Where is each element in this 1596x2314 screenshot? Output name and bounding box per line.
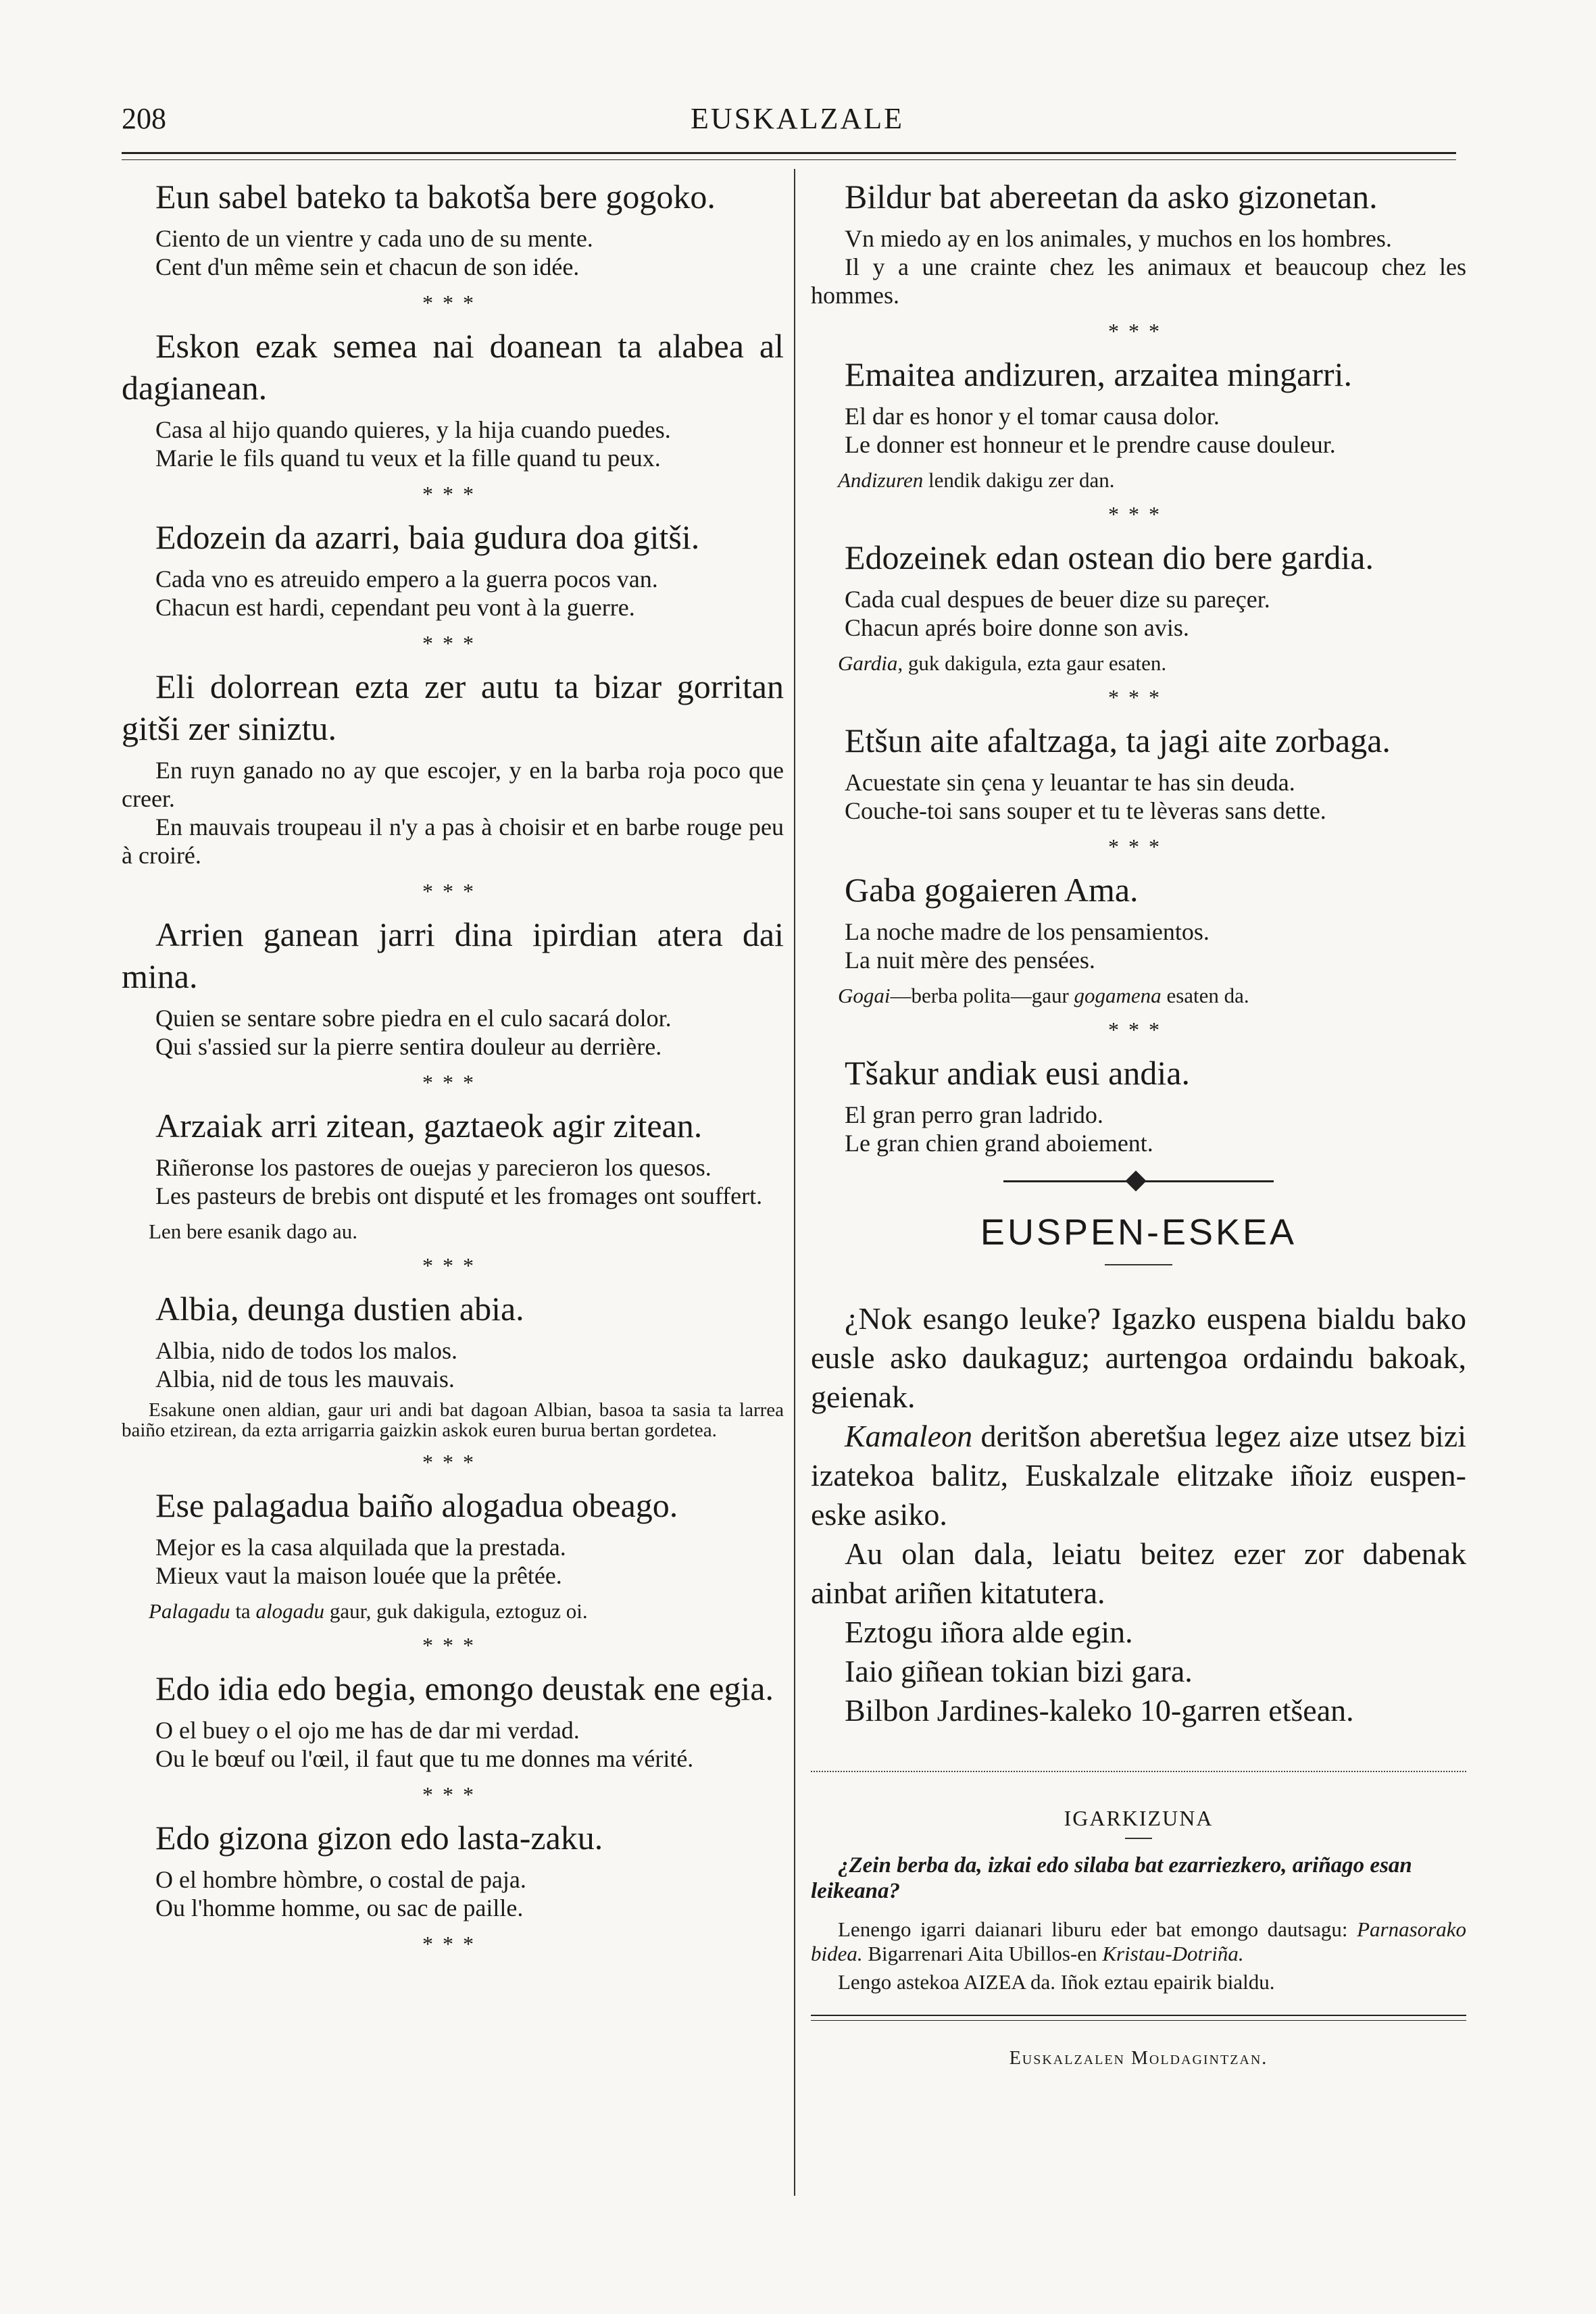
spanish-translation: Vn miedo ay en los animales, y muchos en los hombres. [845, 225, 1392, 252]
spanish-translation: O el hombre hòmbre, o costal de paja. [155, 1866, 526, 1893]
french-translation: Le gran chien grand aboiement. [845, 1130, 1153, 1157]
french-translation: Ou le bœuf ou l'œil, il faut que tu me donnes ma vérité. [155, 1745, 694, 1772]
spanish-translation: En ruyn ganado no ay que escojer, y en la barba roja poco que creer. [122, 757, 784, 812]
separator-stars: *** [422, 1633, 483, 1657]
column-divider [794, 169, 795, 2196]
note-term: Gogai [838, 984, 891, 1007]
separator-stars: *** [422, 1782, 483, 1807]
section-paragraph: Iaio giñean tokian bizi gara. [845, 1654, 1193, 1688]
section-paragraph: Au olan dala, leiatu beitez ezer zor dabenak ainbat ariñen kitatutera. [811, 1536, 1466, 1610]
proverb: Edozein da azarri, baia gudura doa gitši. [155, 518, 700, 556]
separator-stars: *** [422, 1070, 483, 1095]
ornament-rule [1003, 1171, 1274, 1191]
spanish-translation: Albia, nido de todos los malos. [155, 1337, 457, 1364]
header-rule [122, 152, 1456, 160]
title-rule [1125, 1838, 1152, 1839]
proverb: Tšakur andiak eusi andia. [845, 1054, 1190, 1092]
book-title: Kristau-Dotriña. [1102, 1942, 1244, 1965]
diamond-ornament-icon [1125, 1170, 1146, 1191]
spanish-translation: Ciento de un vientre y cada uno de su mente. [155, 225, 593, 252]
spanish-translation: El gran perro gran ladrido. [845, 1101, 1103, 1128]
proverb: Etšun aite afaltzaga, ta jagi aite zorbaga. [845, 722, 1391, 759]
basque-note: Andizuren lendik dakigu zer dan. [838, 468, 1115, 492]
left-column [122, 176, 784, 1966]
section-title: EUSPEN-ESKEA [980, 1212, 1297, 1253]
page-number: 208 [122, 102, 166, 135]
emphasis: Kamaleon [845, 1419, 973, 1453]
french-translation: Albia, nid de tous les mauvais. [155, 1365, 455, 1392]
journal-title: EUSKALZALE [691, 102, 904, 135]
proverb: Arzaiak arri zitean, gaztaeok agir zitean. [155, 1107, 703, 1145]
proverb: Eli dolorrean ezta zer autu ta bizar gorritan gitši zer siniztu. [122, 668, 784, 747]
section-paragraph: Bilbon Jardines-kaleko 10-garren etšean. [845, 1693, 1354, 1728]
proverb: Bildur bat abereetan da asko gizonetan. [845, 178, 1378, 216]
proverb: Albia, deunga dustien abia. [155, 1290, 524, 1328]
section-paragraph: Eztogu iñora alde egin. [845, 1615, 1133, 1649]
note-term: alogadu [255, 1599, 325, 1623]
separator-stars: *** [1108, 1017, 1169, 1042]
separator-stars: *** [422, 1253, 483, 1278]
riddle-answer: Lengo astekoa AIZEA da. Iñok eztau epairik bialdu. [838, 1970, 1275, 1994]
separator-stars: *** [1108, 685, 1169, 709]
french-translation: Ou l'homme homme, ou sac de paille. [155, 1894, 524, 1921]
right-column [811, 176, 1466, 2069]
separator-stars: *** [1108, 319, 1169, 343]
separator-stars: *** [422, 879, 483, 903]
french-translation: En mauvais troupeau il n'y a pas à choisir et en barbe rouge peu à croiré. [122, 813, 784, 869]
proverb: Eun sabel bateko ta bakotša bere gogoko. [155, 178, 716, 216]
french-translation: Mieux vaut la maison louée que la prêtée. [155, 1562, 562, 1589]
french-translation: Marie le fils quand tu veux et la fille quand tu peux. [155, 445, 661, 472]
note-term: gogamena [1074, 984, 1162, 1007]
spanish-translation: Quien se sentare sobre piedra en el culo sacará dolor. [155, 1005, 672, 1032]
spanish-translation: Casa al hijo quando quieres, y la hija cuando puedes. [155, 416, 671, 443]
french-translation: Chacun aprés boire donne son avis. [845, 614, 1189, 641]
french-translation: Cent d'un même sein et chacun de son idée. [155, 253, 580, 280]
separator-stars: *** [422, 1932, 483, 1956]
basque-note: Esakune onen aldian, gaur uri andi bat dagoan Albian, basoa ta sasia ta larrea baiño etzirean, da ezta arrigarria gaizkin askok euren burua bertan gordetea. [122, 1399, 784, 1441]
wavy-rule [811, 1771, 1466, 1772]
proverb: Edo gizona gizon edo lasta-zaku. [155, 1819, 603, 1857]
proverb: Edo idia edo begia, emongo deustak ene egia. [155, 1669, 774, 1707]
proverb: Eskon ezak semea nai doanean ta alabea al dagianean. [122, 327, 784, 407]
proverb: Ese palagadua baiño alogadua obeago. [155, 1486, 678, 1524]
spanish-translation: Riñeronse los pastores de ouejas y parecieron los quesos. [155, 1154, 712, 1181]
basque-note: Palagadu ta alogadu gaur, guk dakigula, eztoguz oi. [149, 1599, 588, 1623]
separator-stars: *** [1108, 834, 1169, 859]
french-translation: La nuit mère des pensées. [845, 947, 1095, 974]
spanish-translation: El dar es honor y el tomar causa dolor. [845, 403, 1220, 430]
french-translation: Il y a une crainte chez les animaux et beaucoup chez les hommes. [811, 253, 1466, 309]
basque-note: Len bere esanik dago au. [149, 1219, 358, 1243]
spanish-translation: La noche madre de los pensamientos. [845, 918, 1210, 945]
spanish-translation: Cada vno es atreuido empero a la guerra pocos van. [155, 565, 658, 593]
note-term: Palagadu [149, 1599, 230, 1623]
section-paragraph: Kamaleon deritšon aberetšua legez aize utsez bizi izatekoa balitz, Euskalzale elitzake iñoiz euspen-eske asiko. [811, 1419, 1466, 1532]
separator-stars: *** [1108, 502, 1169, 526]
proverb: Gaba gogaieren Ama. [845, 871, 1139, 909]
page-header [122, 101, 1473, 149]
section-paragraph: ¿Nok esango leuke? Igazko euspena bialdu bako eusle asko daukaguz; aurtengoa ordaindu bakoak, geienak. [811, 1301, 1466, 1414]
french-translation: Couche-toi sans souper et tu te lèveras sans dette. [845, 797, 1326, 824]
printer-imprint: Euskalzalen Moldagintzan. [1009, 2048, 1268, 2069]
note-term: Gardia, [838, 651, 903, 675]
spanish-translation: Acuestate sin çena y leuantar te has sin deuda. [845, 769, 1295, 796]
spanish-translation: Mejor es la casa alquilada que la prestada. [155, 1534, 566, 1561]
spanish-translation: Cada cual despues de beuer dize su pareçer. [845, 586, 1270, 613]
french-translation: Chacun est hardi, cependant peu vont à la guerre. [155, 594, 635, 621]
riddle-title: IGARKIZUNA [1064, 1806, 1214, 1830]
separator-stars: *** [422, 631, 483, 655]
basque-note: Gogai—berba polita—gaur gogamena esaten da. [838, 984, 1249, 1007]
separator-stars: *** [422, 1450, 483, 1474]
riddle-question: ¿Zein berba da, izkai edo silaba bat ezarriezkero, ariñago esan leikeana? [811, 1853, 1412, 1903]
separator-stars: *** [422, 291, 483, 315]
basque-note: Gardia, guk dakigula, ezta gaur esaten. [838, 651, 1167, 675]
proverb: Arrien ganean jarri dina ipirdian atera dai mina. [122, 915, 784, 995]
end-rule [811, 2015, 1466, 2021]
title-rule [1105, 1264, 1172, 1265]
proverb: Emaitea andizuren, arzaitea mingarri. [845, 355, 1352, 393]
separator-stars: *** [422, 482, 483, 506]
riddle-prize: Lenengo igarri daianari liburu eder bat emongo dautsagu: Parnasorako bidea. Bigarrenari Aita Ubillos-en Kristau-Dotriña. [811, 1917, 1466, 1965]
note-term: Andizuren [838, 468, 924, 492]
proverb: Edozeinek edan ostean dio bere gardia. [845, 538, 1374, 576]
spanish-translation: O el buey o el ojo me has de dar mi verdad. [155, 1717, 580, 1744]
french-translation: Qui s'assied sur la pierre sentira douleur au derrière. [155, 1033, 662, 1060]
french-translation: Les pasteurs de brebis ont disputé et les fromages ont souffert. [155, 1182, 763, 1209]
book-title: Parnasorako bidea. [811, 1917, 1466, 1965]
french-translation: Le donner est honneur et le prendre cause douleur. [845, 431, 1336, 458]
